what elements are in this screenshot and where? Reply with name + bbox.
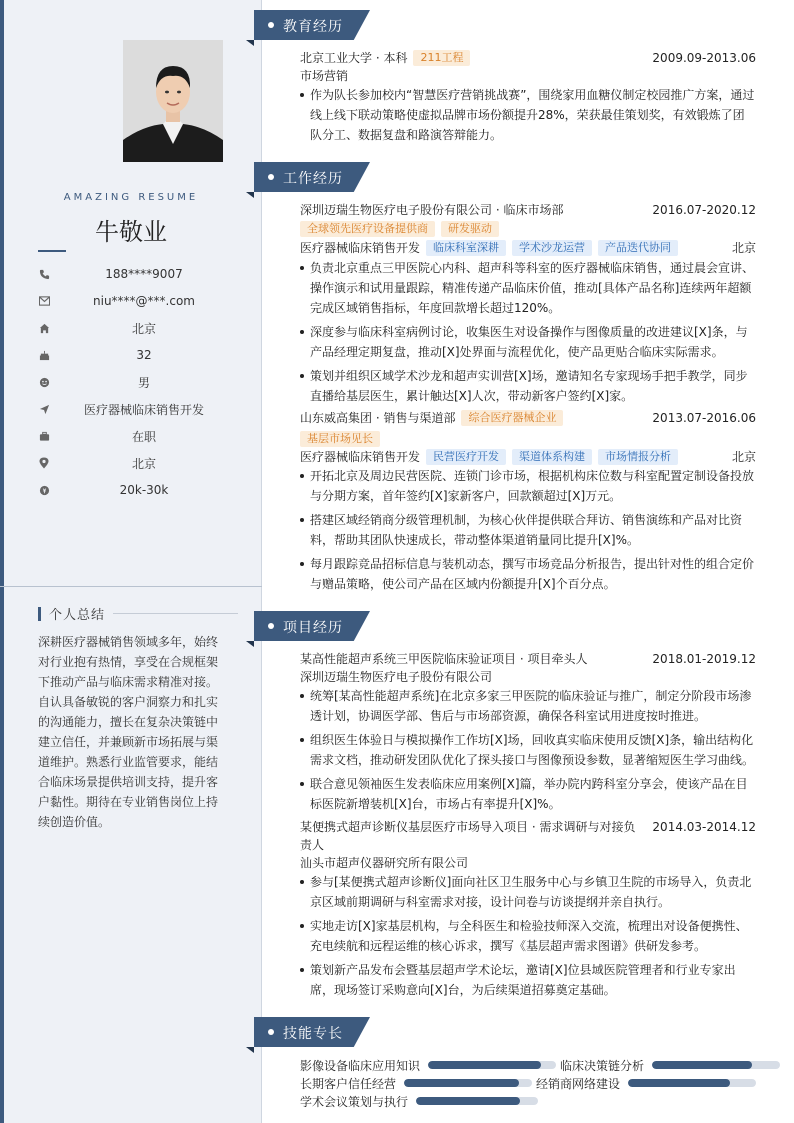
list-item: 策划并组织区域学术沙龙和超声实训营[X]场，邀请知名专家现场手把手教学，同步直播给基层医生，累计触达[X]人次，带动新客户签约[X]家。 bbox=[300, 366, 756, 406]
list-item: 联合意见领袖医生发表临床应用案例[X]篇，举办院内跨科室分享会，使该产品在目标医院新增装机[X]台，市场占有率提升[X]%。 bbox=[300, 774, 756, 814]
work-company-tags bbox=[300, 221, 756, 237]
work-role-row bbox=[300, 239, 756, 257]
summary-heading-mark bbox=[38, 607, 41, 621]
education-bullets bbox=[300, 85, 756, 149]
location-icon bbox=[38, 457, 50, 469]
section-skills-header: 技能专长 bbox=[254, 1017, 370, 1047]
education-tag: 211工程 bbox=[413, 50, 470, 66]
gender-icon bbox=[38, 376, 50, 388]
section-work-header: 工作经历 bbox=[254, 162, 370, 192]
education-entry-header bbox=[300, 49, 756, 67]
company-tag: 综合医疗器械企业 bbox=[461, 410, 563, 426]
skill-item: 学术会议策划与执行 bbox=[300, 1092, 538, 1110]
role-tag: 市场情报分析 bbox=[598, 449, 678, 465]
skill-item: 临床决策链分析 bbox=[560, 1056, 780, 1074]
avatar bbox=[123, 40, 223, 162]
sidebar-divider bbox=[0, 586, 262, 587]
project-title: 某高性能超声系统三甲医院临床验证项目 · 项目牵头人 bbox=[300, 652, 588, 666]
education-school: 北京工业大学 · 本科 bbox=[300, 51, 408, 65]
info-phone: 188****9007 bbox=[38, 264, 238, 284]
list-item: 实地走访[X]家基层机构，与全科医生和检验技师深入交流，梳理出对设备便携性、充电续航和远程运维的核心诉求，撰写《基层超声需求图谱》供研发参考。 bbox=[300, 916, 756, 956]
skill-item: 影像设备临床应用知识 bbox=[300, 1056, 556, 1074]
role-tag: 学术沙龙运营 bbox=[512, 240, 592, 256]
home-icon bbox=[38, 322, 50, 334]
list-item: 负责北京重点三甲医院心内科、超声科等科室的医疗器械临床销售，通过晨会宣讲、操作演示和试用量跟踪，精准传递产品临床价值，推动[具体产品名称]连续两年超额完成区域销售指标，年度回款增长超过120%。 bbox=[300, 258, 756, 318]
skill-bar bbox=[404, 1079, 532, 1087]
tagline: AMAZING RESUME bbox=[63, 192, 199, 203]
list-item: 策划新产品发布会暨基层超声学术论坛，邀请[X]位县域医院管理者和行业专家出席，现场签订采购意向[X]台，为后续渠道招募奠定基础。 bbox=[300, 960, 756, 1000]
company-tag: 研发驱动 bbox=[441, 221, 499, 237]
work-date: 2013.07-2016.06 bbox=[652, 411, 756, 425]
cake-icon bbox=[38, 349, 50, 361]
work-date: 2016.07-2020.12 bbox=[652, 203, 756, 217]
project-bullets bbox=[300, 686, 756, 818]
work-company: 山东威高集团 · 销售与渠道部 bbox=[300, 411, 456, 425]
role-tag: 产品迭代协同 bbox=[598, 240, 678, 256]
info-salary: 20k-30k bbox=[38, 480, 238, 500]
list-item: 开拓北京及周边民营医院、连锁门诊市场，根据机构床位数与科室配置定制设备投放与分期方案，首年签约[X]家新客户，回款额超过[X]万元。 bbox=[300, 466, 756, 506]
project-company-row bbox=[300, 668, 756, 686]
company-tag: 基层市场见长 bbox=[300, 431, 380, 447]
list-item: 作为队长参加校内“智慧医疗营销挑战赛”，围绕家用血糖仪制定校园推广方案，通过线上线下联动策略使虚拟品牌市场份额提升28%，荣获最佳策划奖，有效锻炼了团队分工、数据复盘和路演答辩能力。 bbox=[300, 85, 756, 145]
briefcase-icon bbox=[38, 430, 50, 442]
project-title-continued: 责人 bbox=[300, 838, 325, 852]
project-date: 2014.03-2014.12 bbox=[652, 820, 756, 834]
skill-bar bbox=[416, 1097, 538, 1105]
project-entry-header bbox=[300, 650, 756, 668]
work-entry-header bbox=[300, 409, 756, 427]
list-item: 参与[某便携式超声诊断仪]面向社区卫生服务中心与乡镇卫生院的市场导入，负责北京区域前期调研与科室需求对接，设计问卷与访谈提纲并亲自执行。 bbox=[300, 872, 756, 912]
work-city: 北京 bbox=[731, 450, 756, 464]
summary-text: 深耕医疗器械销售领域多年，始终对行业抱有热情，享受在合规框架下推动产品与临床需求精准对接。自认具备敏锐的客户洞察力和扎实的沟通能力，擅长在复杂决策链中建立信任，并兼顾新市场拓展与渠道维护。熟悉行业监管要求，能结合临床场景提供培训支持，提升客户黏性。期待在专业销售岗位上持续创造价值。 bbox=[38, 635, 219, 829]
candidate-name: 牛敬业 bbox=[95, 218, 167, 246]
project-bullets bbox=[300, 872, 756, 1004]
send-icon bbox=[38, 403, 50, 415]
list-item: 每月跟踪竞品招标信息与装机动态，撰写市场竞品分析报告，提出针对性的组合定价与赠品策略，使公司产品在区域内份额提升[X]个百分点。 bbox=[300, 554, 756, 594]
work-role-row bbox=[300, 448, 756, 466]
project-title: 某便携式超声诊断仪基层医疗市场导入项目 · 需求调研与对接负 bbox=[300, 820, 636, 834]
work-role: 医疗器械临床销售开发 bbox=[300, 450, 421, 464]
project-company-row bbox=[300, 854, 756, 872]
summary-heading-line bbox=[113, 613, 238, 614]
sidebar bbox=[0, 0, 262, 1123]
mail-icon bbox=[38, 295, 50, 307]
list-item: 深度参与临床科室病例讨论，收集医生对设备操作与图像质量的改进建议[X]条，与产品经理定期复盘，推动[X]处界面与流程优化，使产品更贴合临床实际需求。 bbox=[300, 322, 756, 362]
project-company: 汕头市超声仪器研究所有限公司 bbox=[300, 856, 469, 870]
role-tag: 渠道体系构建 bbox=[512, 449, 592, 465]
section-project-header: 项目经历 bbox=[254, 611, 370, 641]
skill-bar bbox=[652, 1061, 780, 1069]
name-underline bbox=[38, 250, 66, 252]
education-date: 2009.09-2013.06 bbox=[652, 51, 756, 65]
work-company-tags bbox=[300, 431, 756, 447]
work-role: 医疗器械临床销售开发 bbox=[300, 241, 421, 255]
info-location: 北京 bbox=[38, 453, 238, 473]
info-status: 在职 bbox=[38, 426, 238, 446]
phone-icon bbox=[38, 268, 50, 280]
skill-item: 经销商网络建设 bbox=[536, 1074, 756, 1092]
list-item: 组织医生体验日与模拟操作工作坊[X]场，回收真实临床使用反馈[X]条，输出结构化需求文档，推动研发团队优化了探头接口与图像预设参数，显著缩短医生学习曲线。 bbox=[300, 730, 756, 770]
work-company: 深圳迈瑞生物医疗电子股份有限公司 · 临床市场部 bbox=[300, 203, 564, 217]
work-bullets bbox=[300, 258, 756, 410]
list-item: 搭建区域经销商分级管理机制，为核心伙伴提供联合拜访、销售演练和产品对比资料，帮助其团队快速成长，带动整体渠道销量同比提升[X]%。 bbox=[300, 510, 756, 550]
education-major: 市场营销 bbox=[300, 69, 349, 83]
company-tag: 全球领先医疗设备提供商 bbox=[300, 221, 435, 237]
sidebar-edge bbox=[0, 0, 4, 1123]
skill-bar bbox=[428, 1061, 556, 1069]
project-company: 深圳迈瑞生物医疗电子股份有限公司 bbox=[300, 670, 493, 684]
project-entry-header bbox=[300, 818, 756, 836]
info-home: 北京 bbox=[38, 318, 238, 338]
work-entry-header bbox=[300, 201, 756, 219]
info-job-target: 医疗器械临床销售开发 bbox=[38, 399, 238, 419]
education-major-row bbox=[300, 67, 756, 85]
info-age: 32 bbox=[38, 345, 238, 365]
skill-bar bbox=[628, 1079, 756, 1087]
info-email: niu****@***.com bbox=[38, 291, 238, 311]
role-tag: 临床科室深耕 bbox=[426, 240, 506, 256]
skill-item: 长期客户信任经营 bbox=[300, 1074, 532, 1092]
info-gender: 男 bbox=[38, 372, 238, 392]
list-item: 统筹[某高性能超声系统]在北京多家三甲医院的临床验证与推广，制定分阶段市场渗透计划，协调医学部、售后与市场部资源，确保各科室试用进度按时推进。 bbox=[300, 686, 756, 726]
project-date: 2018.01-2019.12 bbox=[652, 652, 756, 666]
role-tag: 民营医疗开发 bbox=[426, 449, 506, 465]
work-bullets bbox=[300, 466, 756, 598]
summary-heading: 个人总结 bbox=[38, 604, 238, 623]
salary-icon bbox=[38, 484, 50, 496]
section-education-header: 教育经历 bbox=[254, 10, 370, 40]
work-city: 北京 bbox=[731, 241, 756, 255]
